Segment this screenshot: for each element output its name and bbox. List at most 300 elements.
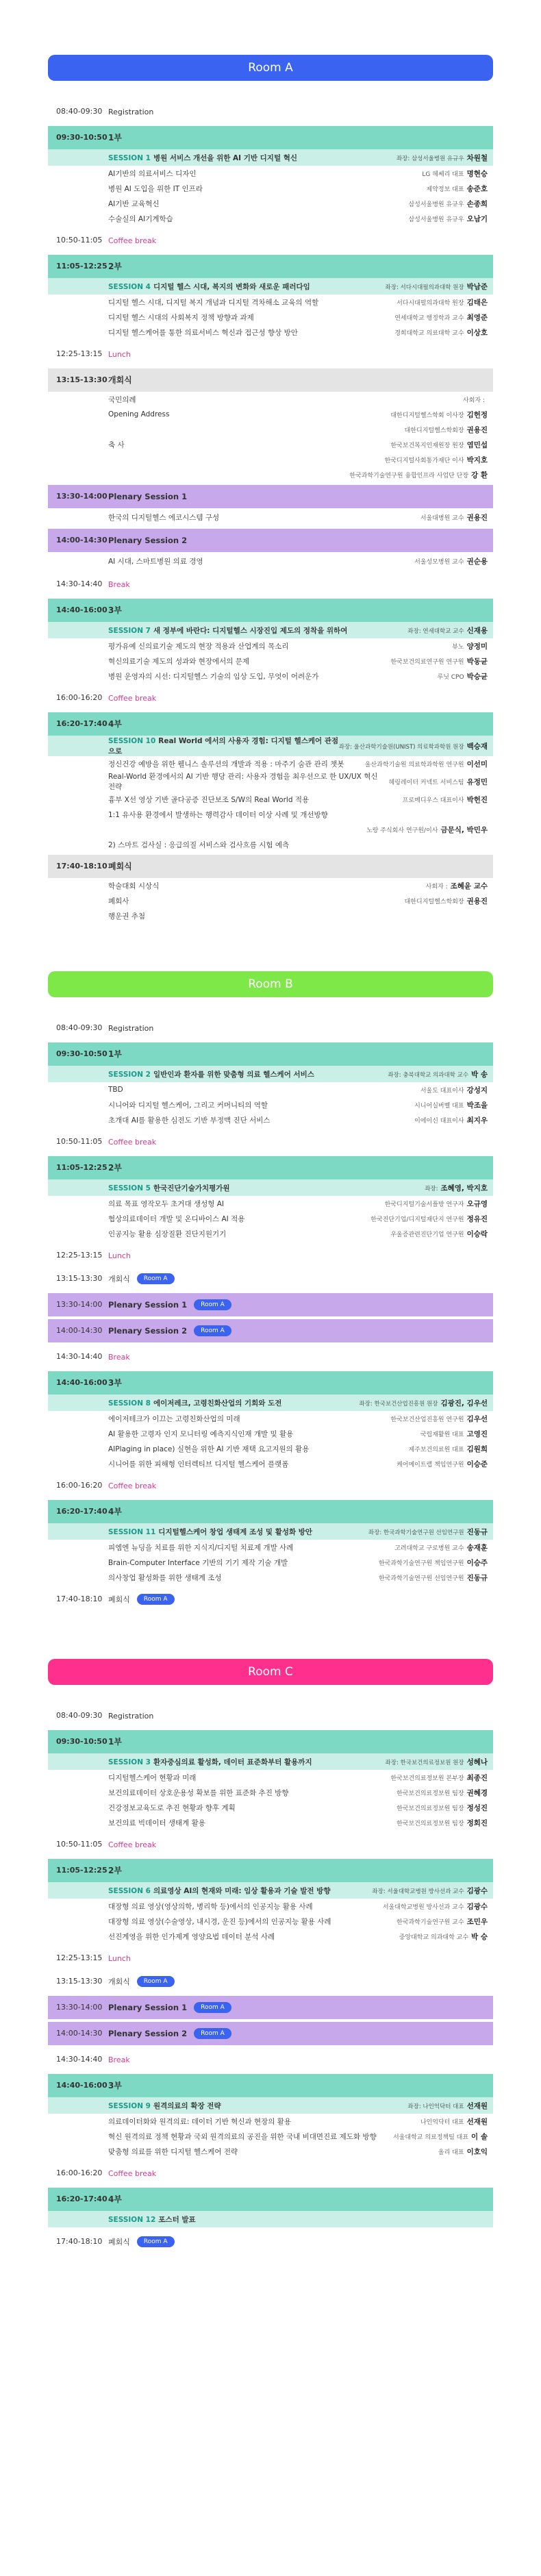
talk-row (48, 552, 493, 570)
chair-role: 좌장: 한국과학기술연구원 선임연구원 (368, 1529, 464, 1536)
speaker-role: 서울도 대표이사 (420, 1087, 464, 1095)
speaker-name: 강성지 (466, 1086, 488, 1095)
speaker-role: 시니어실버벨 대표 (414, 1102, 464, 1110)
room-a-badge[interactable]: Room A (137, 2236, 175, 2247)
speaker-name: 최종진 (466, 1773, 488, 1782)
person-role: 한국보건복지인재원장 원장 (390, 442, 464, 449)
speaker-role: 서다시대펄의과대학 원장 (397, 299, 464, 307)
opening-ceremony-block (48, 368, 493, 482)
session-title-bar (48, 1882, 493, 1899)
session-title-bar (48, 1753, 493, 1770)
chair-name: 김광수 (466, 1886, 488, 1895)
speaker-name: 송준호 (466, 184, 488, 193)
closing-ceremony-row-label: 폐회식 (108, 1595, 130, 1604)
registration-row-label: Registration (108, 1023, 154, 1033)
speaker-name: 김광수 (466, 1902, 488, 1911)
time-slot: 13:30-14:00 (56, 492, 108, 501)
break-row (48, 1345, 493, 1368)
talk-row (48, 181, 493, 196)
session-chair (425, 1183, 488, 1193)
speaker (389, 777, 494, 787)
talk-row (48, 196, 493, 211)
lunch-row (48, 1244, 493, 1267)
lunch-row (48, 1947, 493, 1970)
item-person (405, 425, 493, 435)
speaker (485, 810, 493, 818)
time-slot: 14:30-14:40 (56, 1352, 103, 1361)
talk-title: 인공지능 활용 심장질환 진단지원기기 (108, 1229, 227, 1238)
speaker (438, 2147, 493, 2157)
speaker-role: 삼성서울병원 유규우 (408, 201, 464, 208)
talk-row (48, 211, 493, 226)
plenary-1-row (48, 1293, 493, 1316)
talk-row (48, 1097, 493, 1112)
speaker-role: 한국진단기업/디지털재단지 연구원 (370, 1216, 464, 1223)
chair-role: 좌장: 삼성서울병원 유규우 (396, 155, 464, 162)
session-number: SESSION 10 (108, 737, 156, 745)
speaker-role: 나인억닥터 대표 (420, 2118, 464, 2126)
chair-name: 성혜나 (466, 1758, 488, 1766)
chair-role: 좌장: 나인억닥터 대표 (407, 2103, 464, 2110)
time-slot: 11:05-12:25 (56, 262, 108, 271)
speaker-name: 오규영 (466, 1199, 488, 1208)
speaker-role: 올리 대표 (438, 2149, 464, 2156)
speaker (394, 312, 493, 323)
speaker (379, 1558, 493, 1568)
person-role: 대한디지털헬스학회장 (404, 898, 464, 905)
chair-role: 좌장: 연세대학교 교수 (407, 627, 464, 635)
session-number: SESSION 1 (108, 153, 151, 162)
time-slot: 08:40-09:30 (56, 1023, 103, 1032)
session-part: 4부 (108, 1507, 122, 1516)
talk-title: 흉부 X선 영상 기반 골다공증 진단보조 S/W의 Real World 적용 (108, 795, 310, 804)
item-person (349, 470, 493, 480)
time-slot: 13:30-14:00 (56, 2003, 103, 2012)
time-slot: 12:25-13:15 (56, 1953, 103, 1962)
session-title-bar (48, 736, 493, 756)
session-number: SESSION 11 (108, 1527, 156, 1536)
break-row-label: Break (108, 2055, 130, 2064)
speaker-name: 선재원 (466, 2117, 488, 2126)
room-a-badge[interactable]: Room A (194, 1299, 231, 1310)
time-slot: 10:50-11:05 (56, 236, 103, 245)
session-part-header (48, 1730, 493, 1753)
speaker-role: 노랑 주식회사 연구원/이사 (366, 827, 438, 834)
speaker (397, 1788, 493, 1798)
time-slot: 14:40-16:00 (56, 2081, 108, 2090)
talk-title: 병원 운영자의 시선: 디지털헬스 기술의 임상 도입, 무엇이 어려운가 (108, 672, 319, 681)
session-number: SESSION 5 (108, 1184, 151, 1192)
speaker-name: 권용진 (466, 513, 488, 522)
speaker-name: 명현승 (466, 169, 488, 178)
item-person (390, 410, 493, 420)
session-topic: 병원 서비스 개선을 위한 AI 기반 디지털 혁신 (153, 153, 298, 162)
talk-title: 대장형 의료 영상(수술영상, 내시경, 운진 등)에서의 인공지능 활용 사례 (108, 1917, 331, 1926)
session-9-block (48, 2074, 493, 2159)
time-slot: 13:30-14:00 (56, 1300, 103, 1309)
talk-title: AI 활용한 고령자 인지 모니터링 예측지식인재 개발 및 활용 (108, 1429, 294, 1438)
plenary-label: Plenary Session 1 (108, 492, 188, 501)
chair-role: 좌장: 울산과학기술원(UNIST) 의료학과학원 원장 (338, 743, 464, 751)
registration-row (48, 1704, 493, 1727)
speaker (420, 1429, 493, 1439)
session-6-block (48, 1859, 493, 1944)
speaker-role: 삼성서울병원 유규우 (408, 216, 464, 223)
session-title-bar (48, 2097, 493, 2114)
session-part: 4부 (108, 2194, 122, 2204)
session-12-block (48, 2188, 493, 2227)
plenary-2-row (48, 1319, 493, 1342)
chair-name: 차원철 (466, 153, 488, 162)
session-title (108, 1886, 330, 1896)
session-part-header (48, 1156, 493, 1179)
session-7-block (48, 599, 493, 684)
session-topic: 원격의료의 확장 전략 (153, 2101, 221, 2110)
item-person (485, 912, 493, 920)
speaker-role: 고려대학교 구로병원 교수 (394, 1545, 464, 1552)
session-4-block (48, 255, 493, 340)
time-slot: 11:05-12:25 (56, 1866, 108, 1875)
room-a-badge[interactable]: Room A (137, 1594, 175, 1605)
talk-row (48, 1899, 493, 1914)
person-role: 한국과학기술연구원 융합인프라 사업단 단장 (349, 472, 469, 479)
room-a-header: Room A (48, 55, 493, 81)
session-8-block (48, 1371, 493, 1471)
session-chair (372, 1886, 488, 1896)
talk-title: 협상의료데이터 개발 및 온디바이스 AI 적용 (108, 1214, 245, 1223)
session-title (108, 1527, 312, 1537)
opening-ceremony-row (48, 1970, 493, 1993)
person-name: 강 환 (471, 471, 488, 479)
speaker-name: 김우선 (466, 1414, 488, 1423)
talk-title: 의사창업 활성화를 위한 생태계 조성 (108, 1573, 222, 1582)
room-a-badge[interactable]: Room A (194, 1325, 231, 1336)
session-part: 3부 (108, 2081, 122, 2090)
session-part-header (48, 1042, 493, 1066)
room-a-badge[interactable]: Room A (137, 1273, 175, 1284)
session-title (108, 282, 310, 292)
item-person (405, 896, 493, 906)
time-slot: 14:30-14:40 (56, 2055, 103, 2064)
plenary-label: Plenary Session 2 (108, 1326, 188, 1336)
talk-title: 보건의료 빅데이터 생태계 활용 (108, 1818, 205, 1827)
speaker-role: 우울증관련진단기업 연구원 (390, 1231, 464, 1238)
talk-title: AI 시대, 스마트병원 의료 경영 (108, 557, 203, 566)
chair-name: 박 송 (471, 1070, 488, 1079)
chair-role: 좌장: 서울대학교병원 방사선과 교수 (372, 1888, 464, 1895)
talk-row (48, 508, 493, 526)
talk-row (48, 1082, 493, 1097)
time-slot: 14:00-14:30 (56, 2029, 103, 2038)
talk-row (48, 1211, 493, 1226)
plenary-header (48, 529, 493, 552)
lunch-row-label: Lunch (108, 1251, 131, 1260)
room-c-header: Room C (48, 1659, 493, 1685)
opening-ceremony-row (48, 1267, 493, 1290)
session-topic: 새 정부에 바란다: 디지털헬스 시장진입 제도의 정착을 위하여 (153, 626, 348, 635)
speaker-role: 케어메이트랩 책임연구원 (397, 1461, 464, 1468)
time-slot: 16:00-16:20 (56, 2168, 103, 2177)
person-role: 한국디지털사회통가재단 이사 (384, 457, 464, 464)
talk-row (48, 2114, 493, 2129)
part-label: 폐회식 (108, 862, 132, 871)
speaker (390, 656, 493, 666)
speaker-role: 한국과학기술연구원 선임연구원 (378, 1575, 464, 1582)
talk-row (48, 1226, 493, 1241)
speaker (420, 1085, 493, 1095)
speaker (379, 1573, 493, 1583)
session-2-block (48, 1042, 493, 1127)
session-part: 3부 (108, 1378, 122, 1388)
speaker-name: 송재훈 (466, 1543, 488, 1552)
talk-title: 의료데이터화와 원격의료: 데이터 기반 혁신과 현장의 활용 (108, 2117, 291, 2126)
talk-title: 정신건강 예방을 위한 웰니스 솔루션의 개발과 적용 : 마주기 숨관 관리 챗봇 (108, 760, 344, 768)
session-chair (368, 1527, 488, 1537)
talk-row (48, 1570, 493, 1585)
program-item (48, 422, 493, 437)
session-title-bar (48, 278, 493, 295)
chair-name: 박남준 (466, 282, 488, 291)
chair-role: 좌장: 한국보건산업진흥원 원장 (359, 1400, 438, 1408)
coffee-break-row (48, 1130, 493, 1153)
break-row-label: Break (108, 1352, 130, 1362)
speaker (365, 759, 493, 769)
part-header (48, 855, 493, 878)
item-person (463, 395, 493, 404)
time-slot: 12:25-13:15 (56, 1251, 103, 1260)
talk-row (48, 837, 493, 852)
session-part-header (48, 1500, 493, 1523)
program-item (48, 878, 493, 893)
talk-row (48, 1456, 493, 1471)
speaker (397, 1818, 493, 1828)
item-person (385, 455, 493, 465)
talk-row (48, 653, 493, 668)
talk-row (48, 822, 493, 837)
program-item (48, 908, 493, 923)
time-slot: 10:50-11:05 (56, 1840, 103, 1849)
speaker-name: 박동균 (466, 657, 488, 666)
speaker-name: 이상호 (466, 328, 488, 337)
speaker-name: 권혜경 (466, 1788, 488, 1797)
speaker (390, 1229, 493, 1239)
person-role: 대한디지털헬스학회장 (404, 427, 464, 434)
talk-row (48, 325, 493, 340)
speaker-role: 국립재활원 대표 (420, 1431, 464, 1438)
talk-title: 의료 목표 영작모두 초거대 생성형 AI (108, 1199, 224, 1208)
session-title (108, 1757, 312, 1767)
session-title (108, 625, 347, 636)
speaker-name: 유정민 (466, 777, 488, 786)
session-title-bar (48, 149, 493, 166)
plenary-1-row (48, 1996, 493, 2019)
item-title: 행운권 추첨 (108, 912, 146, 921)
session-chair (397, 153, 488, 163)
time-slot: 14:30-14:40 (56, 579, 103, 588)
speaker (390, 1414, 493, 1424)
speaker-name: 박 승 (471, 1932, 488, 1941)
talk-title: 맞춤형 의료를 위한 디지털 헬스케어 전략 (108, 2147, 238, 2156)
session-title (108, 2101, 221, 2111)
item-title: Opening Address (108, 410, 170, 418)
speaker-role: 한국과학기술연구원 책임연구원 (378, 1560, 464, 1567)
room-a-badge[interactable]: Room A (194, 2002, 231, 2013)
session-title (108, 1183, 230, 1193)
break-row (48, 573, 493, 596)
closing-ceremony-row-label: 폐회식 (108, 2238, 130, 2247)
talk-title: 대장형 의료 영상(영상의학, 병리학 등)에서의 인공지능 활용 사례 (108, 1902, 313, 1911)
coffee-break-row-label: Coffee break (108, 1840, 157, 1849)
session-number: SESSION 2 (108, 1070, 151, 1079)
speaker (397, 297, 493, 308)
break-row-label: Break (108, 579, 130, 589)
talk-title: 선진계영을 위한 인가제계 영양요법 데이터 분석 사례 (108, 1932, 275, 1941)
talk-title: 시니어를 위한 피해형 인터렉티브 디지털 헬스케어 플랫폼 (108, 1460, 289, 1468)
person-name: 조혜윤 교수 (450, 881, 488, 890)
session-chair (388, 1069, 488, 1079)
session-chair (339, 741, 488, 751)
item-title: 폐회사 (108, 897, 129, 905)
coffee-break-row-label: Coffee break (108, 1481, 157, 1490)
speaker (397, 1803, 493, 1813)
plenary-1-block (48, 485, 493, 526)
session-title-bar (48, 2211, 493, 2227)
session-part: 2부 (108, 1163, 122, 1173)
speaker-role: 프로메디우스 대표이사 (402, 797, 464, 804)
speaker-name: 고영진 (466, 1429, 488, 1438)
closing-ceremony-block (48, 855, 493, 923)
time-slot: 09:30-10:50 (56, 1049, 108, 1058)
speaker-role: 중앙대학교 의과대학 교수 (399, 1934, 469, 1941)
speaker-role: 서울성모병원 교수 (414, 558, 464, 566)
plenary-label: Plenary Session 1 (108, 1300, 188, 1310)
chair-name: 조혜영, 박지호 (440, 1184, 488, 1192)
item-title: 축 사 (108, 440, 125, 449)
item-person (426, 881, 493, 891)
time-slot: 16:20-17:40 (56, 1507, 108, 1516)
session-11-block (48, 1500, 493, 1585)
coffee-break-row-label: Coffee break (108, 2168, 157, 2178)
speaker (408, 1444, 493, 1454)
person-role: 사회자 : (463, 397, 485, 404)
room-b-section (48, 971, 493, 1611)
talk-title: AI기반의 의료서비스 디자인 (108, 169, 197, 178)
room-a-badge[interactable]: Room A (137, 1976, 175, 1987)
speaker-role: 한국보건의료정보원 팀장 (397, 1820, 464, 1827)
registration-row-label: Registration (108, 107, 154, 116)
speaker (414, 1115, 493, 1125)
speaker-name: 이승준 (466, 1460, 488, 1468)
talk-row (48, 2144, 493, 2159)
person-role: 대한디지털헬스학회 이사장 (390, 412, 464, 419)
speaker-name: 박승균 (466, 672, 488, 681)
talk-row (48, 1540, 493, 1555)
speaker-role: LG 헤쎄리 대표 (422, 171, 464, 178)
time-slot: 16:00-16:20 (56, 1481, 103, 1490)
speaker-name: 진동규 (466, 1573, 488, 1582)
session-topic: 일반인과 환자를 위한 맞춤형 의료 헬스케어 서비스 (153, 1070, 314, 1079)
talk-title: 디지털 헬스케어를 통한 의료서비스 혁신과 접근성 향상 방안 (108, 328, 298, 337)
person-role: 사회자 : (425, 883, 448, 890)
speaker-name: 양정미 (466, 642, 488, 651)
time-slot: 16:00-16:20 (56, 693, 103, 702)
coffee-break-row (48, 2162, 493, 2185)
program-item (48, 392, 493, 407)
talk-title: TBD (108, 1086, 123, 1094)
time-slot: 13:15-13:30 (56, 1274, 103, 1283)
session-title-bar (48, 1395, 493, 1411)
talk-row (48, 1929, 493, 1944)
talk-title: 수술실의 AI기계학습 (108, 214, 173, 223)
talk-row (48, 1196, 493, 1211)
session-title-bar (48, 1066, 493, 1082)
program-item (48, 893, 493, 908)
time-slot: 14:00-14:30 (56, 536, 108, 545)
speaker-role: 한국과학기술연구원 교수 (397, 1918, 464, 1926)
coffee-break-row (48, 1474, 493, 1497)
speaker-name: 이승주 (466, 1558, 488, 1567)
program-item (48, 407, 493, 422)
talk-title: 2) 스마트 검사실 : 응급의질 서비스와 검사흐름 시험 예측 (108, 840, 290, 849)
chair-name: 백승재 (466, 742, 488, 751)
talk-row (48, 295, 493, 310)
session-number: SESSION 9 (108, 2101, 151, 2110)
time-slot: 17:40-18:10 (56, 2237, 103, 2246)
time-slot: 16:20-17:40 (56, 719, 108, 728)
session-part-header (48, 1859, 493, 1882)
session-topic: 디지털 헬스 시대, 복지의 변화와 새로운 패러다임 (153, 282, 310, 291)
opening-ceremony-row-label: 개회식 (108, 1977, 130, 1986)
break-row (48, 2048, 493, 2071)
speaker (420, 2116, 493, 2127)
talk-row (48, 756, 493, 771)
speaker (383, 1901, 493, 1912)
session-part: 1부 (108, 1049, 122, 1059)
talk-row (48, 1441, 493, 1456)
time-slot: 11:05-12:25 (56, 1163, 108, 1172)
speaker-name: 정성진 (466, 1803, 488, 1812)
talk-title: 건강정보교육도로 추진 현황과 향후 계획 (108, 1803, 236, 1812)
time-slot: 14:40-16:00 (56, 605, 108, 614)
talk-title: 한국의 디지털헬스 에코시스템 구성 (108, 513, 220, 522)
talk-row (48, 807, 493, 822)
session-title-bar (48, 1523, 493, 1540)
plenary-2-row (48, 2022, 493, 2045)
talk-title: 디지털 헬스 시대, 디지털 복지 개념과 디지털 격차해소 교육의 역할 (108, 298, 319, 307)
chair-role: 좌장: (425, 1185, 438, 1192)
session-3-block (48, 1730, 493, 1830)
item-person (390, 440, 493, 450)
plenary-label: Plenary Session 1 (108, 2003, 188, 2012)
speaker (414, 556, 493, 566)
session-number: SESSION 3 (108, 1758, 151, 1766)
closing-ceremony-row (48, 2230, 493, 2253)
talk-title: 1:1 유사용 환경에서 발생하는 행력감사 데이터 이상 사례 및 개선방향 (108, 810, 328, 819)
person-name: 권용진 (466, 897, 488, 905)
time-slot: 09:30-10:50 (56, 133, 108, 142)
talk-row (48, 668, 493, 684)
talk-title: AIPlaging in place) 실현을 위한 AI 기반 재택 요고지원의 활용 (108, 1445, 310, 1453)
opening-ceremony-row-label: 개회식 (108, 1275, 130, 1284)
session-title-bar (48, 1179, 493, 1196)
session-number: SESSION 6 (108, 1886, 151, 1895)
talk-title: 디지털헬스케어 현황과 미래 (108, 1773, 197, 1782)
speaker (397, 1916, 493, 1927)
chair-role: 좌장: 충북대학교 의과대학 교수 (388, 1071, 469, 1079)
plenary-label: Plenary Session 2 (108, 536, 188, 545)
room-a-badge[interactable]: Room A (194, 2028, 231, 2039)
speaker-role: 서울대학교병원 방사선과 교수 (382, 1903, 464, 1911)
